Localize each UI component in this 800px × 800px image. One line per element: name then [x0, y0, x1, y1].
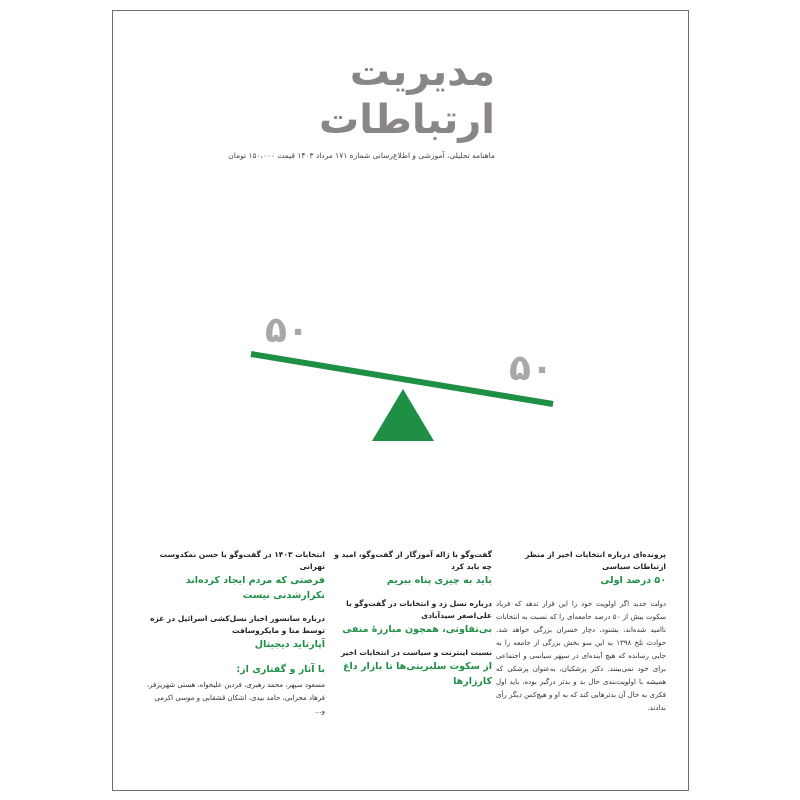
story-kicker: درباره سانسور اخبار نسل‌کشی اسرائیل در غزه توسط متا و مایکروسافت [150, 614, 325, 635]
story-kicker: درباره نسل زد و انتخابات در گفت‌وگو با علی‌اصغر سیدآبادی [346, 599, 492, 620]
masthead-title-line2: ارتباطات [319, 97, 495, 143]
story-headline: باید به چیزی پناه ببریم [386, 575, 492, 586]
seesaw-fulcrum [372, 389, 434, 441]
story-headline: فرصتی که مردم ایجاد کرده‌اند تکرارشدنی نیست [185, 575, 325, 601]
story-headline: از سکوت سلبریتی‌ها تا بازار داغ کارزارها [343, 661, 492, 687]
contributors-heading: با آثار و گفتاری از: [236, 664, 325, 675]
right-fifty-number: ۵۰ [509, 348, 553, 389]
contributors-list: مسعود سپهر، محمد رهبری، فردین علیخواه، هستی شهریزفر، فرهاد محرابی، حامد بیدی، اشکان قشقایی و موسی اکرمی و... [146, 681, 325, 715]
column-left [145, 549, 325, 718]
masthead-title-line1: مدیریت [349, 49, 495, 95]
story-body: دولت جدید اگر اولویت خود را این قرار ندهد که فریاد سکوت بیش از ۵۰ درصد جامعه‌ای را که نسبت به انتخابات ناامید شده‌اند، بشنود، دچار خسران بزرگی خواهد شد. حوادث تلخ ۱۳۹۸ به این سو بخش بزرگی از جامعه را به جایی رسانده که هیچ آینده‌ای در سپهر سیاسی و اجتماعی برای خود نمی‌بینند. دکتر پزشکیان، به‌عنوان پزشکی که همیشه با اولویت‌بندی حال بد و بدتر درگیر بوده، باید اول فکری به حال آن بدترهایی کند که به او و هیچ‌کس دیگر رأی ندادند. [496, 600, 666, 712]
magazine-cover [112, 10, 689, 791]
story-headline: ۵۰ درصد اولی [600, 575, 666, 586]
story-kicker: گفت‌وگو با ژاله آموزگار از گفت‌وگو، امید و چه باید کرد [334, 550, 492, 571]
issue-info: ماهنامه تحلیلی، آموزشی و اطلاع‌رسانی شماره ۱۷۱ مرداد ۱۴۰۳ قیمت ۱۵۰،۰۰۰ تومان [228, 151, 495, 160]
story-kicker: انتخابات ۱۴۰۳ در گفت‌وگو با حسن نمکدوست تهرانی [159, 550, 325, 571]
story-kicker: نسبت اینترنت و سیاست در انتخابات اخیر [341, 648, 492, 657]
story-kicker: پرونده‌ای درباره انتخابات اخیر از منظر ارتباطات سیاسی [525, 550, 666, 571]
left-fifty-number: ۵۰ [265, 310, 309, 351]
story-headline: آپارتاید دیجیتال [254, 639, 325, 650]
story-headline: بی‌تفاوتی، همچون مبارزهٔ منفی [342, 624, 492, 635]
column-middle [334, 549, 492, 699]
cover-stories [113, 549, 688, 789]
column-right [496, 549, 666, 715]
